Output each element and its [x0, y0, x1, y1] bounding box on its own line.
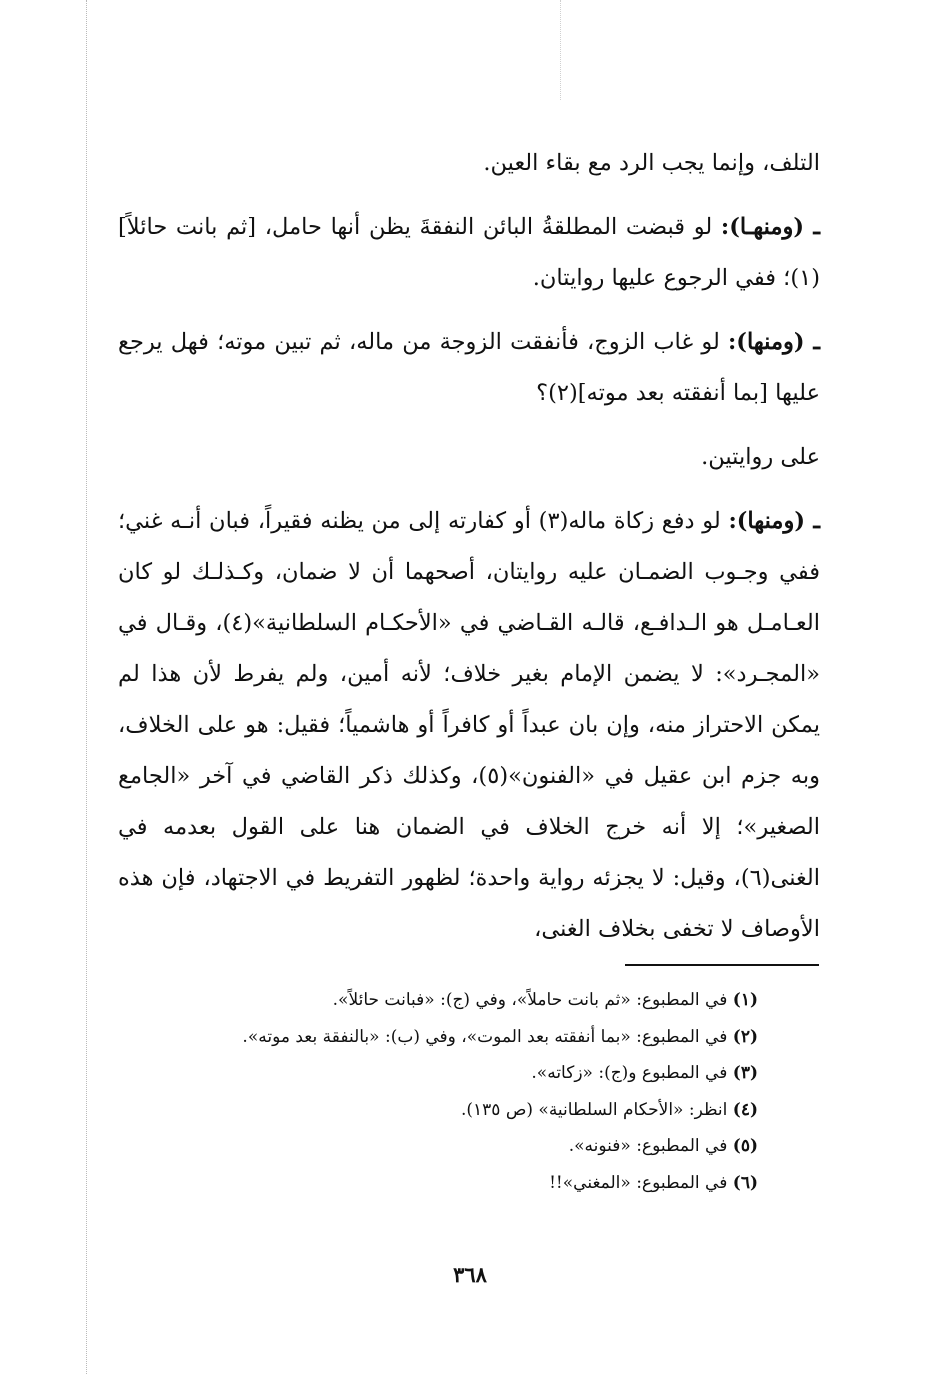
paragraph-lead: ـ (ومنها): — [728, 329, 820, 355]
footnote-text: في المطبوع: «بما أنفقته بعد الموت»، وفي (ب): «بالنفقة بعد موته». — [242, 1026, 728, 1047]
footnote-separator — [625, 964, 819, 966]
main-text — [118, 138, 820, 968]
paragraph-lead: ـ (ومنهـا): — [720, 214, 820, 240]
footnote-number: (٥) — [732, 1136, 758, 1156]
page-number: ٣٦٨ — [453, 1262, 487, 1287]
paragraph — [118, 317, 820, 419]
paragraph — [118, 432, 820, 483]
paragraph-text: لو قبضت المطلقةُ البائن النفقةَ يظن أنها حامل، [ثم بانت حائلاً](١)؛ ففي الرجوع عليها روايتان. — [118, 214, 820, 291]
scan-edge-dotted-line — [86, 0, 87, 1374]
footnote — [118, 1055, 758, 1092]
footnote-number: (٦) — [732, 1172, 758, 1193]
footnote — [118, 982, 758, 1019]
footnote-text: في المطبوع و(ج): «زكاته». — [531, 1063, 728, 1083]
paragraph — [118, 496, 820, 955]
footnote — [118, 1019, 758, 1056]
paragraph-lead: ـ (ومنها): — [728, 508, 820, 534]
paragraph-text: لو دفع زكاة ماله(٣) أو كفارته إلى من يظنه فقيراً، فبان أنـه غني؛ ففي وجـوب الضمـان عليه روايتان، أصحهما أن لا ضمان، وكـذلـك لو كان العـامـل هو الـدافـع، قالـه القـاضي في «الأحكـام السلطانية»(٤)، وقـال في «المجـرد»: لا يضمن الإمام بغير خلاف؛ لأنه أمين، ولم يفرط لأن هذا لم يمكن الاحتراز منه، وإن بان عبداً أو كافراً أو هاشمياً؛ فقيل: هو على الخلاف، وبه جزم ابن عقيل في «الفنون»(٥)، وكذلك ذكر القاضي في آخر «الجامع الصغير»؛ إلا أنه خرج الخلاف في الضمان هنا على القول بعدمه في الغنى(٦)، وقيل: لا يجزئه رواية واحدة؛ لظهور التفريط في الاجتهاد، فإن هذه الأوصاف لا تخفى بخلاف الغنى، — [118, 508, 820, 942]
footnote-text: انظر: «الأحكام السلطانية» (ص ١٣٥). — [460, 1099, 728, 1120]
footnote-number: (١) — [732, 990, 758, 1010]
footnote-text: في المطبوع: «المغني»!! — [549, 1172, 728, 1193]
footnote-text: في المطبوع: «ثم بانت حاملاً»، وفي (ج): «فبانت حائلاً». — [332, 990, 728, 1010]
paragraph-text: لو غاب الزوج، فأنفقت الزوجة من ماله، ثم تبين موته؛ فهل يرجع عليها [بما أنفقته بعد موته](٢)؟ — [118, 329, 820, 406]
footnote-number: (٣) — [732, 1063, 758, 1083]
footnote-number: (٤) — [732, 1099, 758, 1120]
footnote — [118, 1128, 758, 1165]
footnote-text: في المطبوع: «فنونه». — [568, 1136, 728, 1156]
paragraph — [118, 138, 820, 189]
footnote — [118, 1165, 758, 1202]
footnote-number: (٢) — [732, 1026, 758, 1047]
footnotes — [118, 982, 758, 1201]
paragraph — [118, 202, 820, 304]
paragraph-text: على روايتين. — [701, 444, 820, 470]
footnote — [118, 1092, 758, 1129]
paragraph-text: التلف، وإنما يجب الرد مع بقاء العين. — [483, 150, 820, 176]
scan-edge-dotted-line — [560, 0, 561, 100]
